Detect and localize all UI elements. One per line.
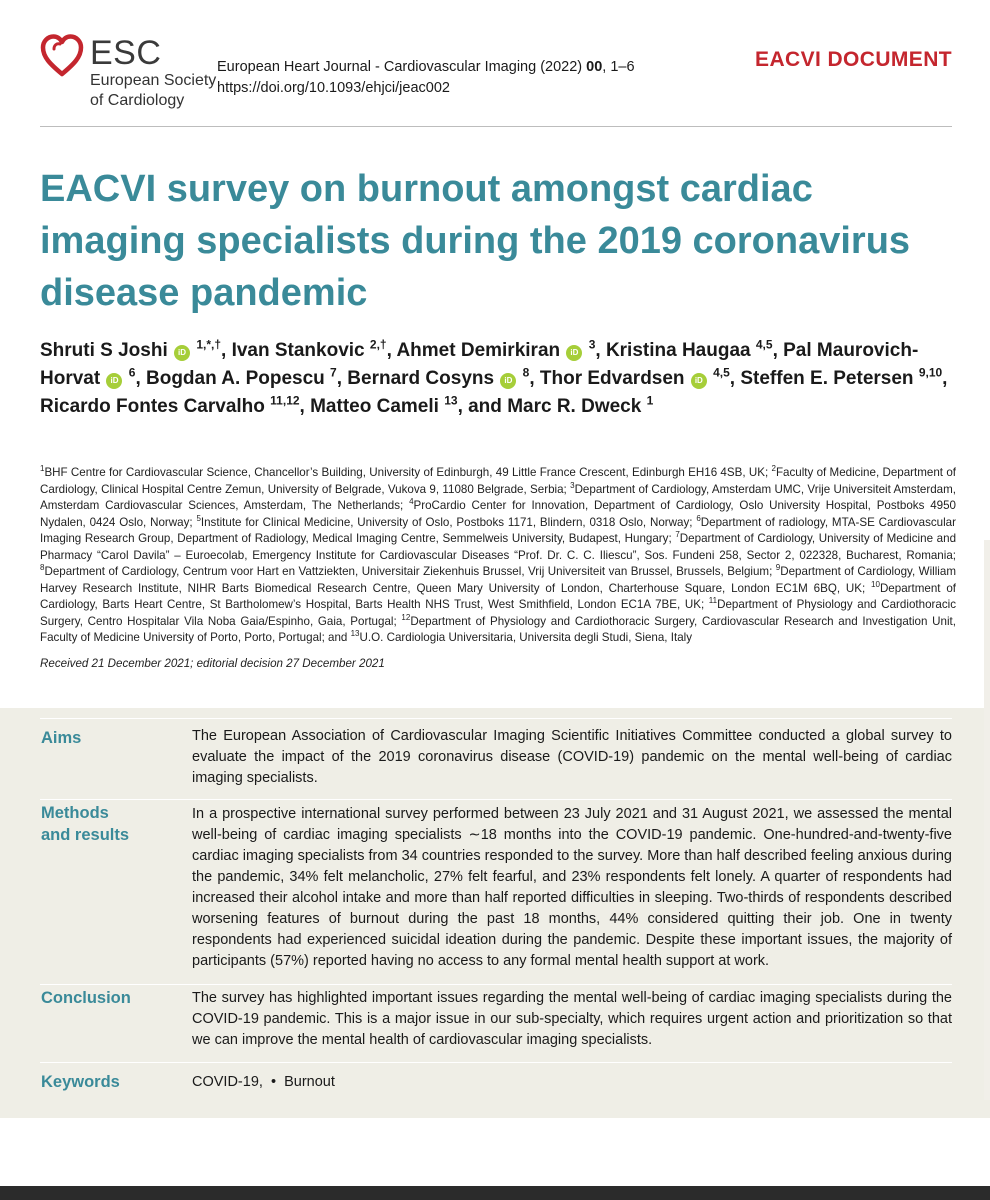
author-affiliation-marker: 4,5: [755, 337, 773, 352]
author-name: Matteo Cameli: [310, 396, 439, 417]
abstract-divider-methods: [40, 799, 952, 800]
author: [40, 337, 221, 361]
author-name: Kristina Haugaa: [605, 340, 751, 361]
author-affiliation-marker: 9,10: [918, 365, 943, 380]
author-affiliation-marker: 8: [522, 365, 530, 380]
author-affiliation-marker: 1: [646, 393, 654, 408]
author: [347, 365, 530, 389]
affiliation-text: Department of Cardiology, Amsterdam UMC, Vrije Universiteit Amsterdam, Amsterdam Cardiovascular Sciences, Amsterdam, The Netherlands;: [40, 482, 957, 512]
author: [396, 337, 596, 361]
author-list: Shruti S Joshi iD $^{1,*,\dagger}$, Ivan Stankovic $^{2,\dagger}$, Ahmet Demirkiran iD $^3$, Kristina Haugaa $^{4,5}$, Pal Maurovich-Horvat iD $^6$, Bogdan A. Popescu $^7$, Bernard Cosyns iD $^8$, Thor Edvardsen iD $^{4,5}$, Steffen E. Petersen $^{9,10}$, Ricardo Fontes Carvalho $^{11,12}$, Matteo Cameli $^{13}$, and Marc R. Dweck $^1$: [40, 337, 948, 417]
author-name: Pal Maurovich-Horvat: [40, 340, 919, 389]
affiliation-text: ProCardio Center for Innovation, Department of Cardiology, Oslo University Hospital, Postboks 4950 Nydalen, 0424 Oslo, Norway;: [40, 499, 956, 529]
affiliation-number: 4: [409, 497, 414, 507]
author-affiliation-marker: 3: [588, 337, 596, 352]
logo-society-line1: European Society: [90, 72, 217, 89]
methods-results-text: In a prospective international survey performed between 23 July 2021 and 31 August 2021, we assessed the mental well-being of cardiac imaging specialists ∼18 months into the COVID-19 pandemic. One-hundred-and-twenty-five cardiac imaging specialists from 34 countries responded to the survey. More than half described feeling anxious during the pandemic, 34% felt melancholic, 27% felt fearful, and 23% respondents felt lonely. A quarter of respondents had increased their alcohol intake and more than half reported difficulties in sleeping. Two-thirds of respondents described worsening features of burnout during the past 18 months, 44% considered quitting their job. One in twenty respondents had experienced suicidal ideation during the pandemic. Despite these important issues, the majority of participants (57%) reported having no access to any formal mental health support at work.: [192, 806, 952, 969]
orcid-icon[interactable]: iD: [106, 373, 122, 389]
methods-label: Methods and results: [41, 804, 130, 844]
author-affiliation-marker: 1,*,†: [196, 337, 221, 352]
esc-logo: [40, 33, 217, 113]
received-dates: Received 21 December 2021; editorial decision 27 December 2021: [40, 657, 385, 670]
author-affiliation-marker: 6: [128, 365, 136, 380]
author-name: Ivan Stankovic: [231, 340, 365, 361]
orcid-icon[interactable]: iD: [566, 345, 582, 361]
affiliation-number: 7: [675, 530, 680, 540]
affiliation-number: 13: [350, 629, 360, 639]
affiliation-text: BHF Centre for Cardiovascular Science, Chancellor’s Building, University of Edinburgh, 49 Little France Crescent, Edinburgh EH16 4SB, UK;: [44, 466, 772, 479]
affiliation-number: 1: [40, 464, 45, 474]
affiliation-number: 10: [871, 579, 880, 589]
affiliation-text: Department of Cardiology, Barts Heart Centre, St Bartholomew’s Hospital, Barts Health NHS Trust, West Smithfield, London EC1A 7BE, UK;: [40, 581, 956, 611]
journal-line: European Heart Journal - Cardiovascular Imaging (2022) 00, 1–6: [217, 59, 635, 75]
affiliation-text: Department of radiology, MTA-SE Cardiovascular Imaging Research Group, Department of Radiology, Medical Imaging Centre, Semmelweis University, Budapest, Hungary;: [40, 515, 956, 545]
structured-abstract: [0, 708, 990, 1118]
logo-society-line2: of Cardiology: [90, 92, 185, 109]
author: [740, 365, 943, 389]
author: [605, 337, 773, 361]
affiliation-number: 8: [40, 563, 45, 573]
abstract-divider-top: [40, 718, 952, 719]
affiliation-text: Department of Cardiology, Centrum voor Hart en Vattziekten, Universitair Ziekenhuis Brussel, Vrij Universiteit van Brussel, Brussels, Belgium;: [44, 565, 776, 578]
doi-link[interactable]: https://doi.org/10.1093/ehjci/jeac002: [217, 80, 450, 96]
orcid-icon[interactable]: iD: [500, 373, 516, 389]
aims-label: Aims: [41, 729, 82, 747]
affiliation-text: Institute for Clinical Medicine, University of Oslo, Postboks 1171, Blindern, 0318 Oslo, Norway;: [200, 515, 697, 529]
author-affiliation-marker: 4,5: [713, 365, 730, 380]
journal-volume: 00: [586, 59, 603, 75]
keywords-label: Keywords: [41, 1073, 120, 1091]
journal-citation: [217, 57, 635, 99]
affiliation-text: Department of Cardiology, William Harvey Research Institute, NIHR Barts Biomedical Research Centre, Queen Mary University of London, Charterhouse Square, London EC1M 6BQ, UK;: [40, 565, 956, 595]
author-name: Ricardo Fontes Carvalho: [40, 396, 265, 417]
page-edge-strip: [984, 540, 990, 1100]
header-divider: [40, 126, 952, 127]
heart-logo-icon: [40, 33, 84, 77]
keywords-text: COVID-19, • Burnout: [192, 1074, 335, 1090]
affiliation-text: Department of Cardiology, University of Medicine and Pharmacy “Carol Davila” – Euroecolab, Emergency Institute for Cardiovascular Diseases “Prof. Dr. C. C. Iliescu”, Sos. Fundeni 258, Sector 2, 022328, Bucharest, Romania;: [40, 532, 957, 562]
author: [146, 365, 337, 389]
author-name: Bernard Cosyns: [347, 368, 495, 389]
author-name: Steffen E. Petersen: [740, 368, 914, 389]
author: [310, 393, 458, 417]
affiliation-text: Faculty of Medicine, Department of Cardiology, Clinical Hospital Centre Zemun, University of Belgrade, Vukova 9, 11080 Belgrade, Serbia;: [40, 466, 956, 496]
affiliation-number: 5: [196, 513, 201, 523]
affiliation-number: 9: [775, 563, 781, 573]
author: [539, 365, 730, 389]
abstract-divider-keywords: [40, 1062, 952, 1063]
author-affiliation-marker: 7: [330, 365, 337, 380]
article-title: EACVI survey on burnout amongst cardiac imaging specialists during the 2019 coronavirus disease pandemic: [40, 168, 911, 314]
author-name: Bogdan A. Popescu: [146, 368, 325, 389]
author-affiliation-marker: 13: [444, 393, 458, 408]
author-name: Thor Edvardsen: [539, 368, 685, 389]
author-name: Shruti S Joshi: [40, 340, 168, 361]
affiliation-number: 12: [401, 612, 411, 622]
conclusion-label: Conclusion: [41, 989, 131, 1007]
affiliation-text: U.O. Cardiologia Universitaria, Universita degli Studi, Siena, Italy: [359, 631, 693, 644]
abstract-divider-conclusion: [40, 984, 952, 985]
affiliation-number: 11: [708, 596, 718, 606]
conclusion-text: The survey has highlighted important issues regarding the mental well-being of cardiac imaging specialists during the COVID-19 pandemic. This is a major issue in our sub-specialty, which requires urgent action and prioritization so that we can improve the mental health of cardiovascular imaging specialists.: [192, 990, 952, 1048]
affiliation-number: 2: [771, 464, 776, 474]
affiliation-number: 3: [570, 480, 575, 490]
author-name: Ahmet Demirkiran: [396, 340, 561, 361]
affiliation-text: Department of Physiology and Cardiothoracic Surgery, Centro Hospitalar Vila Noba Gaia/Espinho, Gaia, Portugal;: [40, 598, 956, 628]
author: [507, 393, 654, 417]
affiliation-text: Department of Physiology and Cardiothoracic Surgery, Cardiovascular Research and Investigation Unit, Faculty of Medicine University of Porto, Porto, Portugal; and: [40, 614, 957, 644]
author: [40, 393, 300, 417]
author-affiliation-marker: 11,12: [270, 393, 300, 408]
document-type-label: EACVI DOCUMENT: [755, 48, 952, 71]
author-name: Marc R. Dweck: [507, 396, 642, 417]
author: [231, 337, 387, 361]
orcid-icon[interactable]: iD: [691, 373, 707, 389]
orcid-icon[interactable]: iD: [174, 345, 190, 361]
aims-text: The European Association of Cardiovascular Imaging Scientific Initiatives Committee conducted a global survey to evaluate the impact of the 2019 coronavirus disease (COVID-19) pandemic on the mental well-being of cardiac imaging specialists.: [192, 728, 952, 786]
affiliation-number: 6: [696, 513, 701, 523]
logo-esc-text: ESC: [90, 34, 162, 72]
affiliations: [40, 465, 956, 647]
viewer-bottom-bar: [0, 1186, 990, 1200]
author-affiliation-marker: 2,†: [369, 337, 387, 352]
